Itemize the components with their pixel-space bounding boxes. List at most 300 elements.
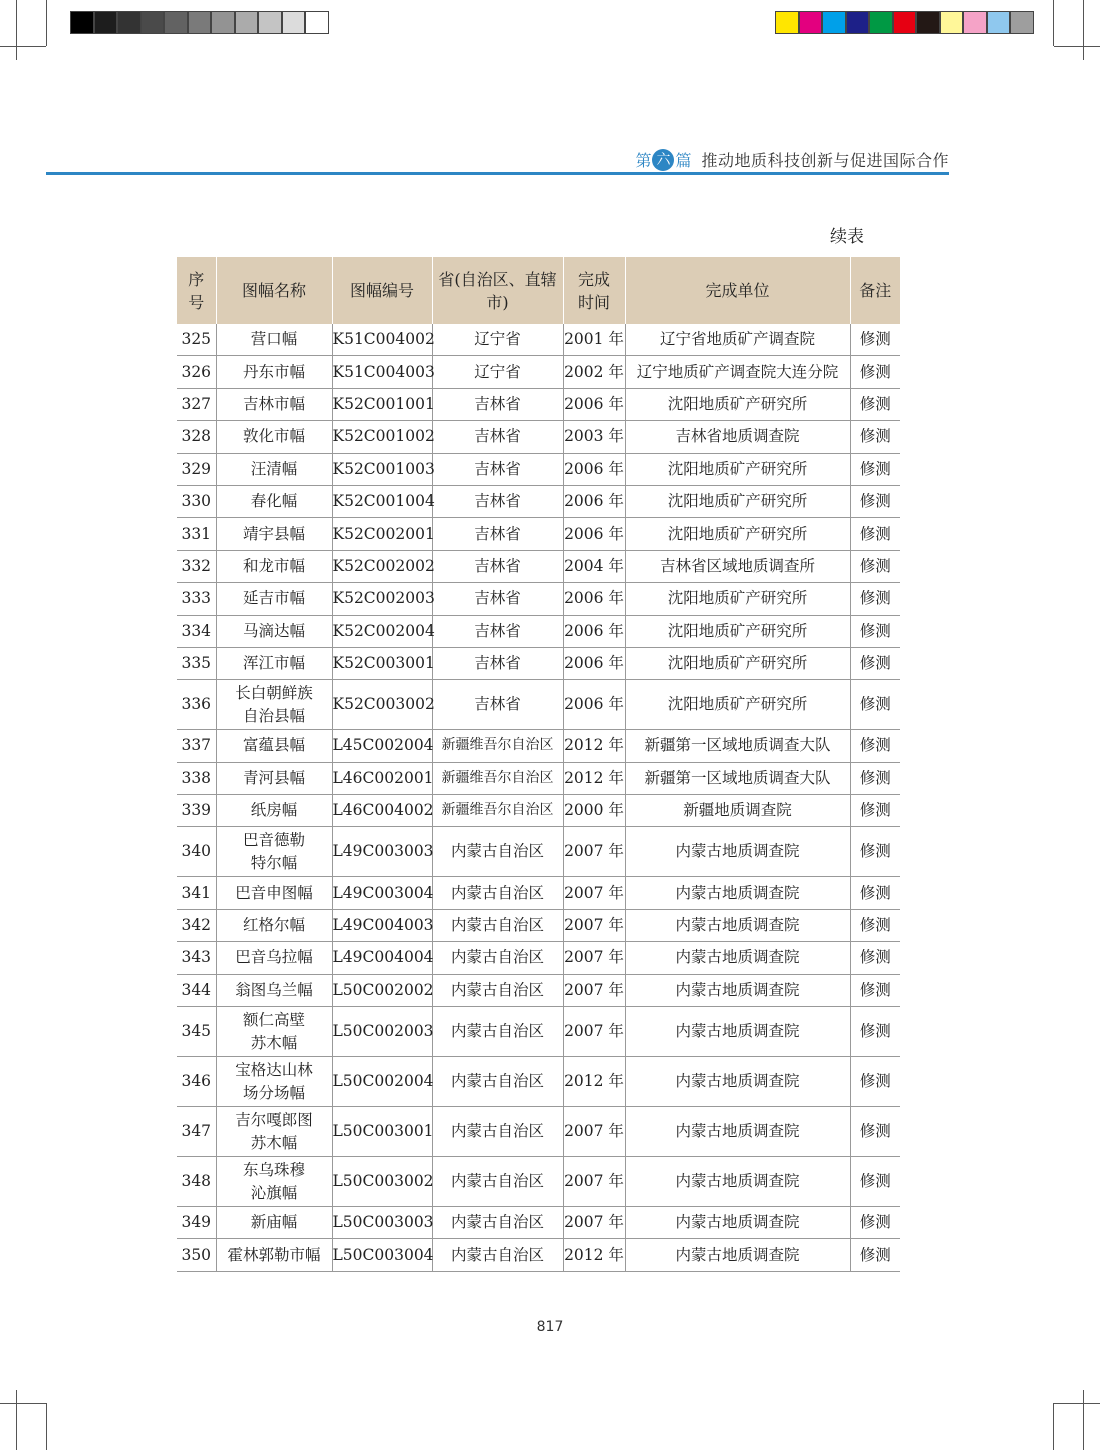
cell-remark — [850, 1157, 900, 1207]
cell-completion-time-text: 2012 年 — [564, 768, 624, 787]
cell-sheet-code-text: L49C004003 — [332, 916, 434, 935]
cell-province-text: 内蒙古自治区 — [450, 1172, 544, 1191]
cell-sheet-code-text: K52C002002 — [332, 556, 435, 575]
header-sheet-name: 图幅名称 — [216, 257, 332, 324]
cell-province — [432, 388, 563, 420]
cell-index-text: 336 — [181, 695, 212, 714]
cell-sheet-name — [216, 877, 332, 909]
cell-province-text: 吉林省 — [474, 654, 521, 673]
cell-unit-text: 内蒙古地质调查院 — [675, 1072, 800, 1091]
cell-remark — [850, 647, 900, 679]
table-row — [177, 942, 900, 974]
cell-sheet-code — [332, 1157, 432, 1207]
cell-sheet-name — [216, 1107, 332, 1157]
table-row — [177, 1207, 900, 1239]
continued-label: 续表 — [830, 227, 864, 247]
cell-completion-time-text: 2007 年 — [564, 1213, 624, 1232]
cell-sheet-name-text: 营口幅 — [250, 330, 298, 349]
cell-index — [177, 583, 216, 615]
cell-unit-text: 内蒙古地质调查院 — [675, 980, 800, 999]
table-row — [177, 615, 900, 647]
cell-remark-text: 修测 — [859, 427, 891, 446]
cell-sheet-name — [216, 550, 332, 582]
color-swatch — [94, 11, 118, 34]
cell-completion-time-text: 2003 年 — [564, 427, 624, 446]
cell-sheet-name-text: 宝格达山林场分场幅 — [235, 1060, 313, 1102]
cell-index-text: 334 — [181, 621, 212, 640]
cell-completion-time — [563, 1007, 625, 1057]
crop-mark — [1083, 1390, 1084, 1450]
cell-unit-text: 内蒙古地质调查院 — [675, 883, 800, 902]
table-row — [177, 518, 900, 550]
color-swatch — [869, 11, 893, 34]
cell-completion-time-text: 2007 年 — [564, 980, 624, 999]
cell-index — [177, 877, 216, 909]
cell-sheet-name-text: 翁图乌兰幅 — [235, 980, 313, 999]
cell-sheet-code-text: L50C003001 — [332, 1122, 434, 1141]
cell-unit-text: 新疆第一区域地质调查大队 — [644, 736, 831, 755]
cell-sheet-code — [332, 647, 435, 679]
cell-index — [177, 974, 216, 1006]
cell-completion-time — [563, 518, 625, 550]
cell-unit-text: 内蒙古地质调查院 — [675, 916, 800, 935]
cell-completion-time-text: 2007 年 — [564, 883, 624, 902]
table-row — [177, 421, 900, 453]
cell-unit — [625, 827, 850, 877]
cell-completion-time — [563, 1207, 625, 1239]
cell-index-text: 348 — [181, 1172, 212, 1191]
cell-sheet-name — [216, 909, 332, 941]
cell-sheet-name-text: 敦化市幅 — [242, 427, 305, 446]
cell-sheet-name — [216, 518, 332, 550]
cell-province-text: 内蒙古自治区 — [450, 1122, 544, 1141]
cell-province — [432, 1157, 563, 1207]
cell-unit — [625, 324, 850, 356]
cell-remark-text: 修测 — [859, 589, 891, 608]
cell-index — [177, 942, 216, 974]
cell-province-text: 内蒙古自治区 — [450, 842, 544, 861]
cell-unit — [625, 421, 850, 453]
cell-sheet-name-text: 靖宇县幅 — [242, 524, 305, 543]
cell-sheet-name — [216, 421, 332, 453]
cell-completion-time — [563, 356, 625, 388]
cell-completion-time — [563, 485, 625, 517]
cell-sheet-name — [216, 356, 332, 388]
cell-unit — [625, 1057, 850, 1107]
cell-remark — [850, 388, 900, 420]
cell-province — [432, 453, 563, 485]
cell-sheet-name-text: 新庙幅 — [250, 1213, 298, 1232]
cell-unit-text: 内蒙古地质调查院 — [675, 1122, 800, 1141]
cell-index — [177, 647, 216, 679]
cell-index-text: 350 — [181, 1245, 212, 1264]
cell-remark-text: 修测 — [859, 1245, 891, 1264]
cell-index — [177, 453, 216, 485]
cell-completion-time-text: 2007 年 — [564, 1022, 624, 1041]
color-swatch — [188, 11, 212, 34]
cell-completion-time-text: 2012 年 — [564, 1245, 624, 1264]
cell-province — [432, 762, 563, 794]
cell-index — [177, 324, 216, 356]
cell-index — [177, 909, 216, 941]
cell-index — [177, 680, 216, 730]
cell-completion-time-text: 2007 年 — [564, 1172, 624, 1191]
cell-unit-text: 沈阳地质矿产研究所 — [667, 589, 808, 608]
cell-remark — [850, 518, 900, 550]
cell-unit-text: 内蒙古地质调查院 — [675, 1172, 800, 1191]
color-swatch — [963, 11, 987, 34]
cell-index — [177, 421, 216, 453]
header-remark: 备注 — [850, 257, 900, 324]
cell-unit-text: 沈阳地质矿产研究所 — [667, 695, 808, 714]
cell-remark — [850, 453, 900, 485]
cell-sheet-code — [332, 680, 435, 730]
cell-sheet-name-text: 汪清幅 — [250, 459, 298, 478]
cell-completion-time-text: 2012 年 — [564, 736, 624, 755]
cell-index-text: 335 — [181, 654, 212, 673]
cell-sheet-code — [332, 518, 435, 550]
cell-remark — [850, 485, 900, 517]
cell-sheet-name-text: 巴音乌拉幅 — [235, 948, 313, 967]
cell-sheet-code-text: K52C001001 — [332, 394, 435, 413]
cell-province-text: 内蒙古自治区 — [450, 948, 544, 967]
cell-sheet-name-text: 春化幅 — [250, 492, 298, 511]
cell-unit — [625, 730, 850, 762]
cell-remark-text: 修测 — [859, 801, 891, 820]
cell-sheet-name — [216, 647, 332, 679]
cell-remark — [850, 827, 900, 877]
cell-sheet-code — [332, 453, 435, 485]
cell-remark — [850, 877, 900, 909]
cell-province — [432, 518, 563, 550]
cell-completion-time — [563, 615, 625, 647]
cell-unit-text: 沈阳地质矿产研究所 — [667, 654, 808, 673]
cell-completion-time — [563, 453, 625, 485]
cell-sheet-name-text: 霍林郭勒市幅 — [227, 1245, 321, 1264]
table-row — [177, 974, 900, 1006]
cell-index-text: 342 — [181, 916, 212, 935]
cell-sheet-code-text: L46C002001 — [332, 768, 434, 787]
cell-remark-text: 修测 — [859, 459, 891, 478]
cell-index-text: 331 — [181, 524, 212, 543]
cell-sheet-name — [216, 1239, 332, 1271]
cell-index — [177, 356, 216, 388]
table-row — [177, 730, 900, 762]
table-row — [177, 1107, 900, 1157]
cell-sheet-code-text: K51C004002 — [332, 330, 435, 349]
cell-remark — [850, 795, 900, 827]
cell-province-text: 吉林省 — [474, 492, 521, 511]
cell-remark-text: 修测 — [859, 695, 891, 714]
crop-mark — [1053, 0, 1054, 46]
part-number-badge: 六 — [652, 149, 674, 171]
cell-completion-time-text: 2006 年 — [564, 695, 624, 714]
cell-completion-time — [563, 1239, 625, 1271]
cell-sheet-name-text: 马滴达幅 — [242, 621, 305, 640]
cell-province — [432, 942, 563, 974]
cell-sheet-code-text: L49C003004 — [332, 883, 434, 902]
cell-province — [432, 421, 563, 453]
cell-province — [432, 356, 563, 388]
crop-mark — [1053, 1403, 1054, 1450]
cell-province-text: 吉林省 — [474, 589, 521, 608]
table-row — [177, 485, 900, 517]
cell-unit-text: 内蒙古地质调查院 — [675, 1022, 800, 1041]
cell-sheet-name — [216, 1057, 332, 1107]
cell-completion-time — [563, 583, 625, 615]
cell-province-text: 新疆维吾尔自治区 — [441, 769, 554, 786]
table-row — [177, 1239, 900, 1271]
cell-index — [177, 1157, 216, 1207]
cell-sheet-name-text: 丹东市幅 — [242, 362, 305, 381]
cell-completion-time-text: 2004 年 — [564, 556, 624, 575]
cell-sheet-name — [216, 762, 332, 794]
cell-unit — [625, 518, 850, 550]
cell-sheet-name — [216, 730, 332, 762]
cell-remark — [850, 550, 900, 582]
cell-province-text: 吉林省 — [474, 621, 521, 640]
crop-mark — [46, 1403, 47, 1450]
cell-unit — [625, 485, 850, 517]
cell-unit — [625, 1239, 850, 1271]
header-index-text: 序号 — [188, 269, 205, 312]
cell-sheet-name — [216, 680, 332, 730]
cell-index — [177, 1107, 216, 1157]
cell-province-text: 吉林省 — [474, 524, 521, 543]
cell-remark-text: 修测 — [859, 916, 891, 935]
crop-mark — [1083, 0, 1084, 60]
cell-province-text: 辽宁省 — [474, 330, 521, 349]
cell-sheet-code — [332, 583, 435, 615]
cell-index-text: 328 — [181, 427, 212, 446]
cell-remark-text: 修测 — [859, 842, 891, 861]
cell-province-text: 新疆维吾尔自治区 — [441, 737, 554, 754]
cell-index — [177, 388, 216, 420]
color-swatch — [940, 11, 964, 34]
cell-unit-text: 内蒙古地质调查院 — [675, 1245, 800, 1264]
cell-index — [177, 518, 216, 550]
cell-completion-time-text: 2001 年 — [564, 330, 624, 349]
table-row — [177, 680, 900, 730]
crop-mark — [16, 0, 17, 60]
cell-sheet-code — [332, 1057, 432, 1107]
cell-sheet-code-text: K52C001004 — [332, 492, 435, 511]
cell-unit — [625, 583, 850, 615]
cell-sheet-code — [332, 762, 432, 794]
cell-remark — [850, 730, 900, 762]
part-prefix: 第 — [635, 151, 652, 170]
cell-sheet-code-text: K51C004003 — [332, 362, 435, 381]
cell-sheet-name-text: 吉尔嘎郎图苏木幅 — [235, 1110, 313, 1152]
cell-unit-text: 内蒙古地质调查院 — [675, 842, 800, 861]
color-swatch — [987, 11, 1011, 34]
header-unit: 完成单位 — [625, 257, 850, 324]
cell-index-text: 326 — [181, 362, 212, 381]
cell-sheet-code — [332, 909, 432, 941]
cell-sheet-name-text: 长白朝鲜族自治县幅 — [235, 683, 313, 725]
cell-province-text: 吉林省 — [474, 459, 521, 478]
table-row — [177, 583, 900, 615]
cell-completion-time-text: 2007 年 — [564, 1122, 624, 1141]
cell-index-text: 340 — [181, 842, 212, 861]
cell-province-text: 内蒙古自治区 — [450, 916, 544, 935]
cell-index — [177, 762, 216, 794]
map-sheet-table — [177, 257, 900, 1272]
cell-index — [177, 730, 216, 762]
cell-remark-text: 修测 — [859, 1072, 891, 1091]
cell-remark-text: 修测 — [859, 1022, 891, 1041]
cell-completion-time-text: 2012 年 — [564, 1072, 624, 1091]
cell-unit — [625, 974, 850, 1006]
cell-sheet-name — [216, 974, 332, 1006]
cell-sheet-code-text: L46C004002 — [332, 801, 434, 820]
page-number: 817 — [536, 1319, 564, 1335]
cell-remark — [850, 1207, 900, 1239]
header-index — [177, 257, 216, 324]
cell-unit-text: 新疆地质调查院 — [683, 801, 792, 820]
color-swatch — [916, 11, 940, 34]
cell-completion-time — [563, 827, 625, 877]
table-row — [177, 795, 900, 827]
header-completion-time — [563, 257, 625, 324]
cell-completion-time — [563, 974, 625, 1006]
cell-remark — [850, 762, 900, 794]
cell-index — [177, 795, 216, 827]
cell-sheet-name-text: 东乌珠穆沁旗幅 — [242, 1160, 305, 1202]
cell-sheet-name-text: 纸房幅 — [250, 801, 298, 820]
cell-sheet-code — [332, 877, 432, 909]
cell-remark-text: 修测 — [859, 492, 891, 511]
cell-unit-text: 沈阳地质矿产研究所 — [667, 459, 808, 478]
cell-remark-text: 修测 — [859, 330, 891, 349]
cell-index-text: 337 — [181, 736, 212, 755]
table-row — [177, 909, 900, 941]
cell-province — [432, 909, 563, 941]
cell-completion-time — [563, 795, 625, 827]
cell-sheet-code — [332, 795, 432, 827]
cell-unit-text: 辽宁地质矿产调查院大连分院 — [636, 362, 839, 381]
cell-sheet-code — [332, 1107, 432, 1157]
cell-unit — [625, 647, 850, 679]
cell-completion-time — [563, 1057, 625, 1107]
grayscale-color-bar — [70, 11, 329, 34]
cell-province-text: 内蒙古自治区 — [450, 1072, 544, 1091]
color-swatch — [846, 11, 870, 34]
cell-sheet-code — [332, 550, 435, 582]
cell-unit-text: 吉林省区域地质调查所 — [659, 556, 815, 575]
cell-unit-text: 吉林省地质调查院 — [675, 427, 800, 446]
cell-province-text: 吉林省 — [474, 695, 521, 714]
cell-sheet-name-text: 额仁高壁苏木幅 — [242, 1010, 305, 1052]
cell-remark — [850, 1007, 900, 1057]
cell-completion-time — [563, 909, 625, 941]
color-swatch — [1010, 11, 1034, 34]
color-swatch — [822, 11, 846, 34]
cell-sheet-code-text: L50C003003 — [332, 1213, 434, 1232]
cell-unit — [625, 1207, 850, 1239]
cell-index-text: 341 — [181, 883, 212, 902]
cell-province — [432, 1007, 563, 1057]
cell-sheet-name — [216, 1007, 332, 1057]
cell-province — [432, 485, 563, 517]
cell-sheet-code — [332, 942, 432, 974]
cell-unit — [625, 453, 850, 485]
table-row — [177, 550, 900, 582]
color-swatch — [305, 11, 329, 34]
cell-index-text: 333 — [181, 589, 212, 608]
cell-sheet-code — [332, 1207, 432, 1239]
cell-unit — [625, 877, 850, 909]
cell-sheet-name — [216, 453, 332, 485]
color-swatch — [235, 11, 259, 34]
cell-sheet-name-text: 浑江市幅 — [242, 654, 305, 673]
cell-sheet-code-text: L49C003003 — [332, 842, 434, 861]
cell-completion-time-text: 2007 年 — [564, 916, 624, 935]
cell-index-text: 343 — [181, 948, 212, 967]
cell-sheet-name-text: 青河县幅 — [242, 768, 305, 787]
cell-index-text: 346 — [181, 1072, 212, 1091]
cell-province — [432, 324, 563, 356]
cell-province-text: 内蒙古自治区 — [450, 1022, 544, 1041]
cell-completion-time — [563, 1157, 625, 1207]
table-row — [177, 1007, 900, 1057]
cell-sheet-name-text: 和龙市幅 — [242, 556, 305, 575]
cell-completion-time — [563, 1107, 625, 1157]
cell-province — [432, 1207, 563, 1239]
color-swatch — [282, 11, 306, 34]
cell-completion-time — [563, 388, 625, 420]
cell-sheet-code — [332, 356, 435, 388]
cell-remark — [850, 1239, 900, 1271]
header-completion-time-text: 完成时间 — [577, 269, 610, 312]
cell-completion-time — [563, 421, 625, 453]
cell-remark — [850, 909, 900, 941]
cell-province — [432, 730, 563, 762]
cell-index — [177, 1057, 216, 1107]
cell-province — [432, 795, 563, 827]
cell-unit-text: 内蒙古地质调查院 — [675, 948, 800, 967]
cell-sheet-code — [332, 388, 435, 420]
cell-sheet-name — [216, 942, 332, 974]
cell-sheet-code-text: K52C003001 — [332, 654, 435, 673]
cell-sheet-name-text: 红格尔幅 — [242, 916, 305, 935]
cell-index — [177, 1007, 216, 1057]
cell-remark-text: 修测 — [859, 1122, 891, 1141]
cell-remark-text: 修测 — [859, 980, 891, 999]
table-row — [177, 762, 900, 794]
process-color-bar — [775, 11, 1034, 34]
cell-completion-time-text: 2006 年 — [564, 524, 624, 543]
crop-mark — [1054, 46, 1100, 47]
cell-sheet-code-text: K52C002004 — [332, 621, 435, 640]
cell-completion-time-text: 2002 年 — [564, 362, 624, 381]
cell-sheet-code-text: L45C002004 — [332, 736, 434, 755]
cell-unit-text: 新疆第一区域地质调查大队 — [644, 768, 831, 787]
cell-index-text: 338 — [181, 768, 212, 787]
cell-sheet-code-text: L50C003002 — [332, 1172, 434, 1191]
crop-mark — [16, 1390, 17, 1450]
cell-unit — [625, 615, 850, 647]
table-row — [177, 1157, 900, 1207]
color-swatch — [211, 11, 235, 34]
cell-sheet-name — [216, 795, 332, 827]
cell-sheet-code-text: K52C002001 — [332, 524, 435, 543]
cell-remark-text: 修测 — [859, 621, 891, 640]
cell-sheet-name — [216, 388, 332, 420]
cell-index-text: 325 — [181, 330, 212, 349]
header-province — [432, 257, 563, 324]
cell-sheet-code-text: L50C003004 — [332, 1245, 434, 1264]
